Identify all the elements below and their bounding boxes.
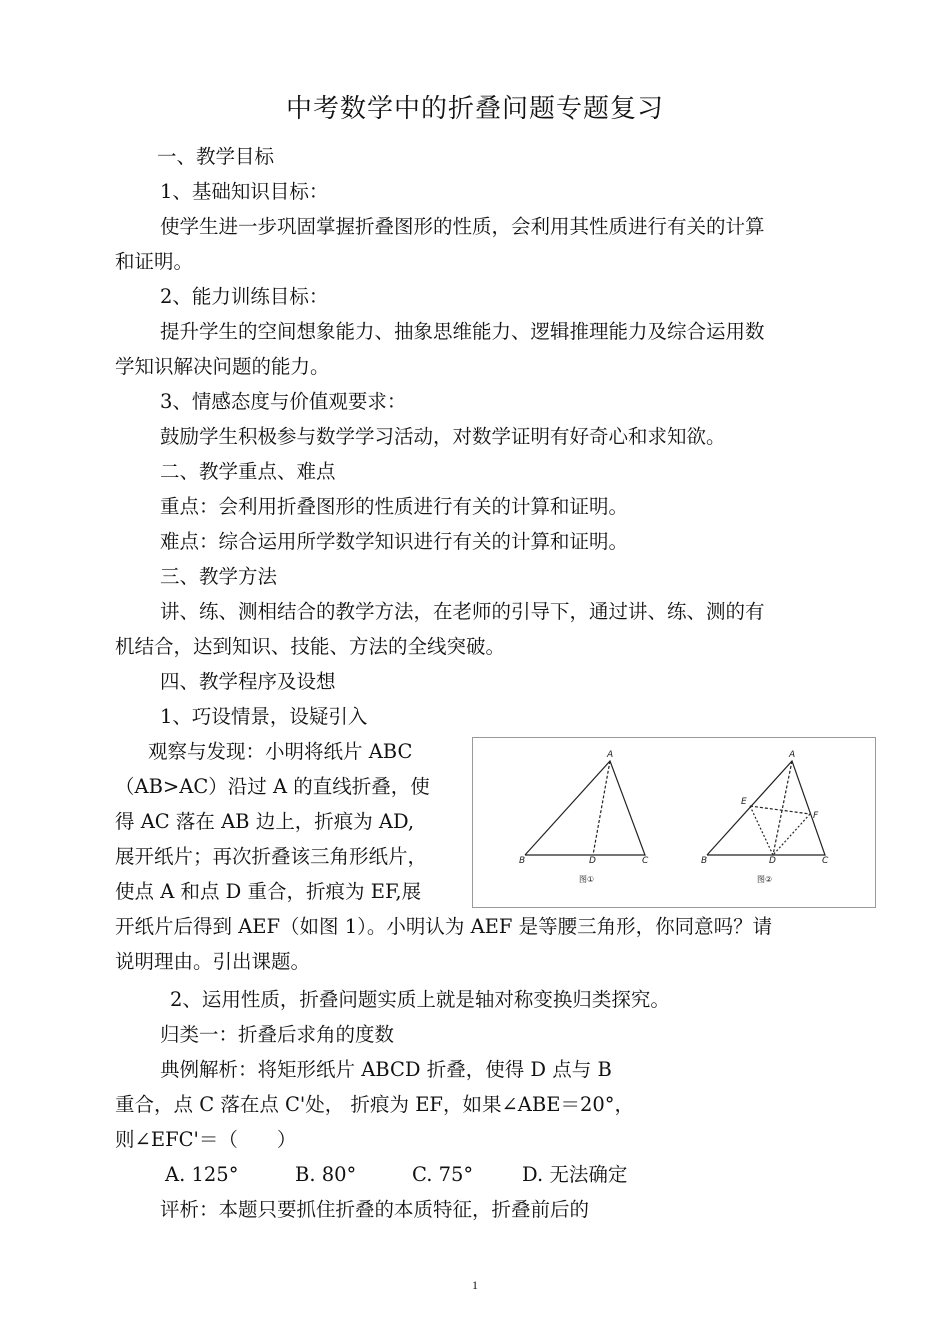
triangle-figures xyxy=(473,738,877,909)
page-title: 中考数学中的折叠问题专题复习 xyxy=(285,94,664,124)
subheading: 2、运用性质，折叠问题实质上就是轴对称变换归类探究。 xyxy=(170,988,670,1011)
segment-fd xyxy=(773,814,810,855)
fig2-label-d: D xyxy=(769,856,776,866)
section-heading: 四、教学程序及设想 xyxy=(160,670,336,693)
paragraph-line: 开纸片后得到 AEF（如图 1）。小明认为 AEF 是等腰三角形，你同意吗？请 xyxy=(115,915,773,938)
paragraph-line: 使学生进一步巩固掌握折叠图形的性质，会利用其性质进行有关的计算 xyxy=(160,215,765,238)
fig2-label-f: F xyxy=(813,811,819,821)
fig2-label-c: C xyxy=(822,856,829,866)
paragraph-line: 重点：会利用折叠图形的性质进行有关的计算和证明。 xyxy=(160,495,629,518)
figure-box xyxy=(472,737,876,908)
fig2-caption: 图② xyxy=(757,875,773,884)
section-heading: 二、教学重点、难点 xyxy=(160,460,336,483)
paragraph-line: 得 AC 落在 AB 边上，折痕为 AD, xyxy=(115,810,415,833)
subheading: 1、巧设情景，设疑引入 xyxy=(160,705,368,728)
paragraph-line: 使点 A 和点 D 重合，折痕为 EF,展 xyxy=(115,880,422,903)
paragraph-line: 观察与发现：小明将纸片 ABC xyxy=(148,740,413,763)
figure-1 xyxy=(525,761,645,855)
fig1-label-d: D xyxy=(589,856,596,866)
option-a: A. 125° xyxy=(165,1163,239,1186)
paragraph-line: 提升学生的空间想象能力、抽象思维能力、逻辑推理能力及综合运用数 xyxy=(160,320,765,343)
paragraph-line: 典例解析：将矩形纸片 ABCD 折叠，使得 D 点与 B xyxy=(160,1058,612,1081)
paragraph-line: 重合，点 C 落在点 C'处， 折痕为 EF，如果∠ABE＝20°， xyxy=(115,1093,635,1116)
paragraph-line: （AB>AC）沿过 A 的直线折叠，使 xyxy=(115,775,430,798)
paragraph-line: 展开纸片；再次折叠该三角形纸片， xyxy=(115,845,428,868)
paragraph-line: 评析：本题只要抓住折叠的本质特征，折叠前后的 xyxy=(160,1198,590,1221)
option-d: D. 无法确定 xyxy=(522,1163,628,1186)
section-heading: 三、教学方法 xyxy=(160,565,278,588)
paragraph-line: 讲、练、测相结合的教学方法，在老师的引导下，通过讲、练、测的有 xyxy=(160,600,765,623)
fig1-label-a: A xyxy=(607,750,614,760)
subheading: 2、能力训练目标： xyxy=(160,285,329,308)
subheading: 1、基础知识目标： xyxy=(160,180,329,203)
fig2-label-b: B xyxy=(701,856,708,866)
page-number: 1 xyxy=(472,1278,478,1292)
segment-ed xyxy=(750,806,773,855)
paragraph-line: 和证明。 xyxy=(115,250,194,273)
fig1-caption: 图① xyxy=(579,875,595,884)
fold-line-ad-2 xyxy=(773,761,792,855)
fig2-label-a: A xyxy=(789,750,796,760)
figure-2 xyxy=(707,761,825,855)
option-c: C. 75° xyxy=(412,1163,474,1186)
fold-line-ef xyxy=(750,806,810,814)
section-heading: 一、教学目标 xyxy=(157,145,275,168)
fold-line-ad xyxy=(593,761,610,855)
paragraph-line: 鼓励学生积极参与数学学习活动，对数学证明有好奇心和求知欲。 xyxy=(160,425,726,448)
fig1-label-b: B xyxy=(519,856,526,866)
paragraph-line: 学知识解决问题的能力。 xyxy=(115,355,330,378)
paragraph-line: 机结合，达到知识、技能、方法的全线突破。 xyxy=(115,635,506,658)
paragraph-line: 难点：综合运用所学数学知识进行有关的计算和证明。 xyxy=(160,530,629,553)
subheading: 3、情感态度与价值观要求： xyxy=(160,390,407,413)
paragraph-line: 说明理由。引出课题。 xyxy=(115,950,311,973)
fig1-label-c: C xyxy=(642,856,649,866)
fig2-label-e: E xyxy=(741,797,747,807)
paragraph-line: 则∠EFC'＝（ ） xyxy=(115,1128,297,1151)
option-b: B. 80° xyxy=(295,1163,357,1186)
subheading: 归类一：折叠后求角的度数 xyxy=(160,1023,395,1046)
triangle-abc-1 xyxy=(525,761,645,855)
